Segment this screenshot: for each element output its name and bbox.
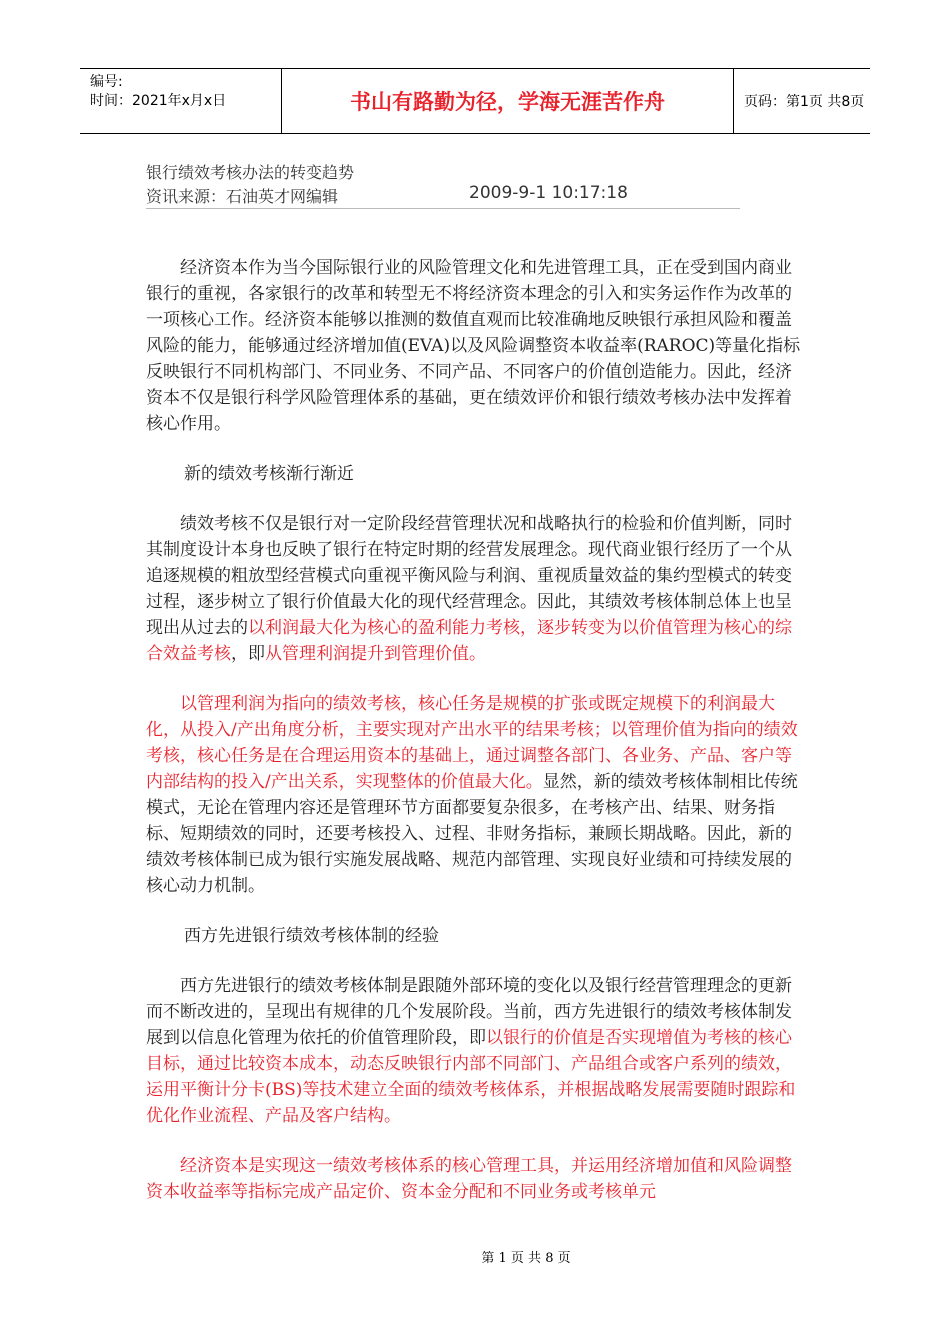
- time-label: 时间：2021年x月x日: [90, 93, 227, 109]
- paragraph-2-highlight-d: 从管理利润提升到管理价值。: [265, 644, 486, 664]
- paragraph-3-text-b: 显然，新的绩效考核体制相比传统模式，无论在管理内容还是管理环节方面都要复杂很多，在考核产出、结果、财务指标、短期绩效的同时，还要考核投入、过程、非财务指标，兼顾长期战略。因此，新的绩效考核体制已成为银行实施发展战略、规范内部管理、实现良好业绩和可持续发展的核心动力机制。: [146, 772, 798, 896]
- page-footer: [0, 1247, 950, 1266]
- paragraph-1: 经济资本作为当今国际银行业的风险管理文化和先进管理工具，正在受到国内商业银行的重视，各家银行的改革和转型无不将经济资本理念的引入和实务运作作为改革的一项核心工作。经济资本能够以推测的数值直观而比较准确地反映银行承担风险和覆盖风险的能力，能够通过经济增加值(EVA)以及风险调整资本收益率(RAROC)等量化指标反映银行不同机构部门、不同业务、不同产品、不同客户的价值创造能力。因此，经济资本不仅是银行科学风险管理体系的基础，更在绩效评价和银行绩效考核办法中发挥着核心作用。: [146, 258, 801, 434]
- paragraph-2-text-a: 绩效考核不仅是银行对一定阶段经营管理状况和战略执行的检验和价值判断，同时其制度设计本身也反映了银行在特定时期的经营发展理念。现代商业银行经历了一个从追逐规模的粗放型经营模式向重视平衡风险与利润、重视质量效益的集约型模式的转变过程，逐步树立了银行价值最大化的现代经营理念。因此，其绩效考核体制总体上也呈现出从过去的: [146, 514, 792, 638]
- paragraph-4-highlight-b: 以银行的价值是否实现增值为考核的核心目标，通过比较资本成本，动态反映银行内部不同部门、产品组合或客户系列的绩效，运用平衡计分卡(BS)等技术建立全面的绩效考核体系，并根据战略发展需要随时跟踪和优化作业流程、产品及客户结构。: [146, 1028, 796, 1126]
- paragraph-2: [146, 511, 806, 667]
- paragraph-4-text-a: 西方先进银行的绩效考核体制是跟随外部环境的变化以及银行经营管理理念的更新而不断改进的，呈现出有规律的几个发展阶段。当前，西方先进银行的绩效考核体制发展到以信息化管理为依托的价值管理阶段，即: [146, 976, 792, 1048]
- section-heading-2: 西方先进银行绩效考核体制的经验: [184, 926, 439, 946]
- paragraph-3-highlight-a: 以管理利润为指向的绩效考核，核心任务是规模的扩张或既定规模下的利润最大化，从投入/产出角度分析，主要实现对产出水平的结果考核；以管理价值为指向的绩效考核，核心任务是在合理运用资本的基础上，通过调整各部门、各业务、产品、客户等内部结构的投入/产出关系，实现整体的价值最大化。: [146, 694, 798, 792]
- header-motto: 书山有路勤为径，学海无涯苦作舟: [282, 69, 734, 133]
- article-body: [146, 255, 806, 1205]
- paragraph-2-highlight-b: 以利润最大化为核心的盈利能力考核，逐步转变为以价值管理为核心的综合效益考核: [146, 618, 792, 664]
- article-title: 银行绩效考核办法的转变趋势: [146, 163, 355, 182]
- section-heading-1: 新的绩效考核渐行渐近: [184, 464, 354, 484]
- paragraph-4: [146, 973, 806, 1129]
- header-meta: [80, 69, 282, 133]
- article-source: 资讯来源：石油英才网编辑: [146, 187, 339, 206]
- header-table: [80, 68, 870, 134]
- paragraph-3: [146, 691, 806, 899]
- article-datetime: 2009-9-1 10:17:18: [469, 183, 628, 203]
- paragraph-2-text-c: ，即: [231, 644, 265, 664]
- paragraph-5: 经济资本是实现这一绩效考核体系的核心管理工具，并运用经济增加值和风险调整资本收益率等指标完成产品定价、资本金分配和不同业务或考核单元: [146, 1156, 792, 1202]
- header-page-info: 页码：第1页 共8页: [744, 94, 865, 110]
- number-label: 编号:: [90, 74, 123, 90]
- footer-page-number: 第 1 页 共 8 页: [481, 1251, 571, 1266]
- article-source-line: [146, 184, 740, 209]
